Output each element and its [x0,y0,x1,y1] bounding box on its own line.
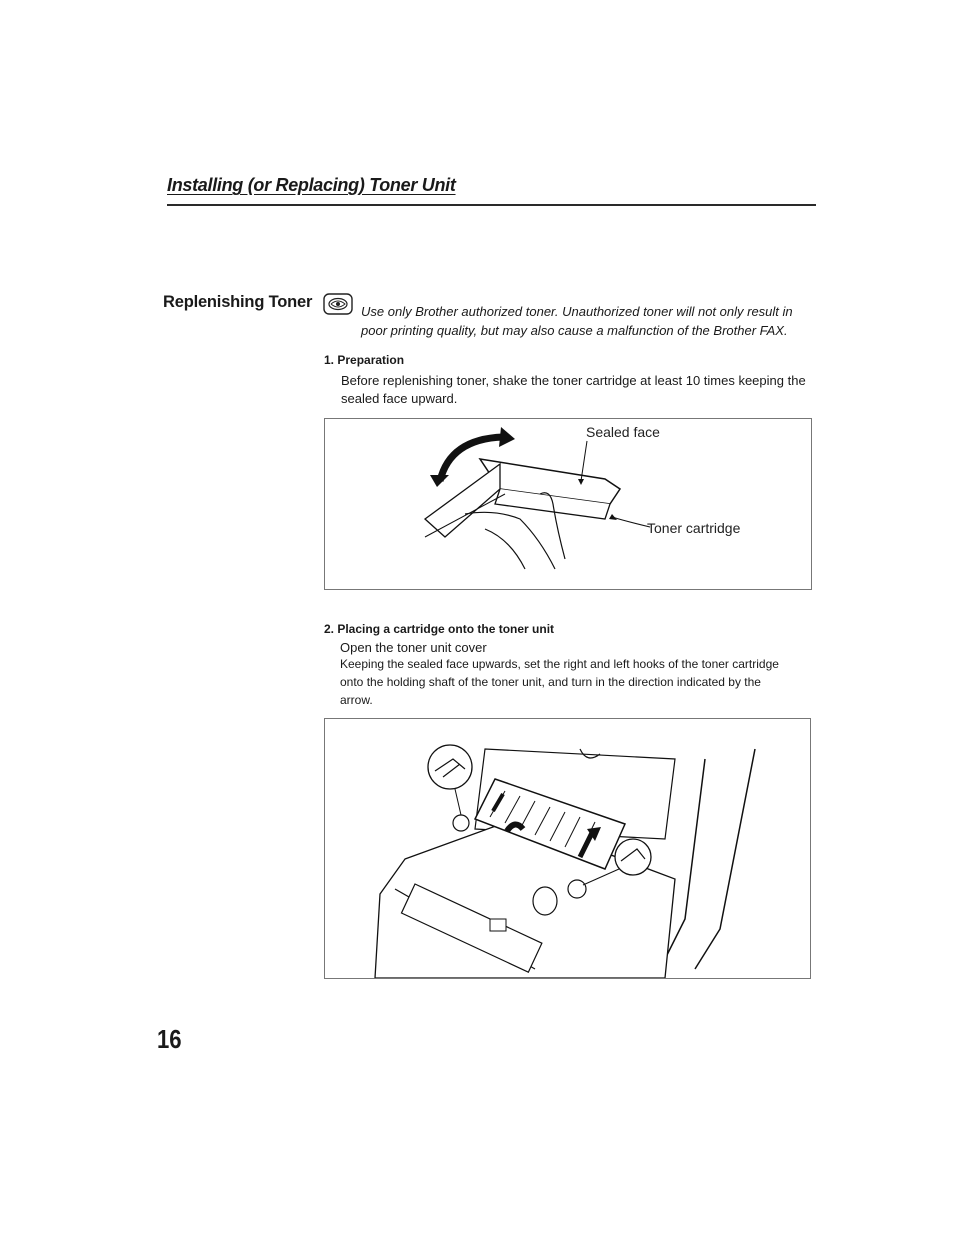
section-divider [167,204,816,206]
page-number: 16 [157,1024,182,1054]
step-2-body: Keeping the sealed face upwards, set the right and left hooks of the toner cartridge onto the holding shaft of the toner unit, and turn in the direction indicated by the arrow. [340,657,779,707]
label-sealed-face: Sealed face [586,424,660,440]
note-text: Use only Brother authorized toner. Unauthorized toner will not only result in poor printing quality, but may also cause a malfunction of the Brother FAX. [361,304,793,338]
side-heading: Replenishing Toner [163,293,313,311]
label-toner-cartridge: Toner cartridge [647,520,741,536]
note-icon [323,293,353,315]
step-2-heading: 2. Placing a cartridge onto the toner unit [324,622,555,636]
step-1-heading: 1. Preparation [324,353,405,367]
figure-toner-unit [324,718,811,979]
step-1-body: Before replenishing toner, shake the toner cartridge at least 10 times keeping the sealed face upward. [341,373,806,406]
step-2-line: Open the toner unit cover [340,640,487,655]
section-title: Installing (or Replacing) Toner Unit [167,175,456,195]
figure-shaking-cartridge [324,418,812,590]
